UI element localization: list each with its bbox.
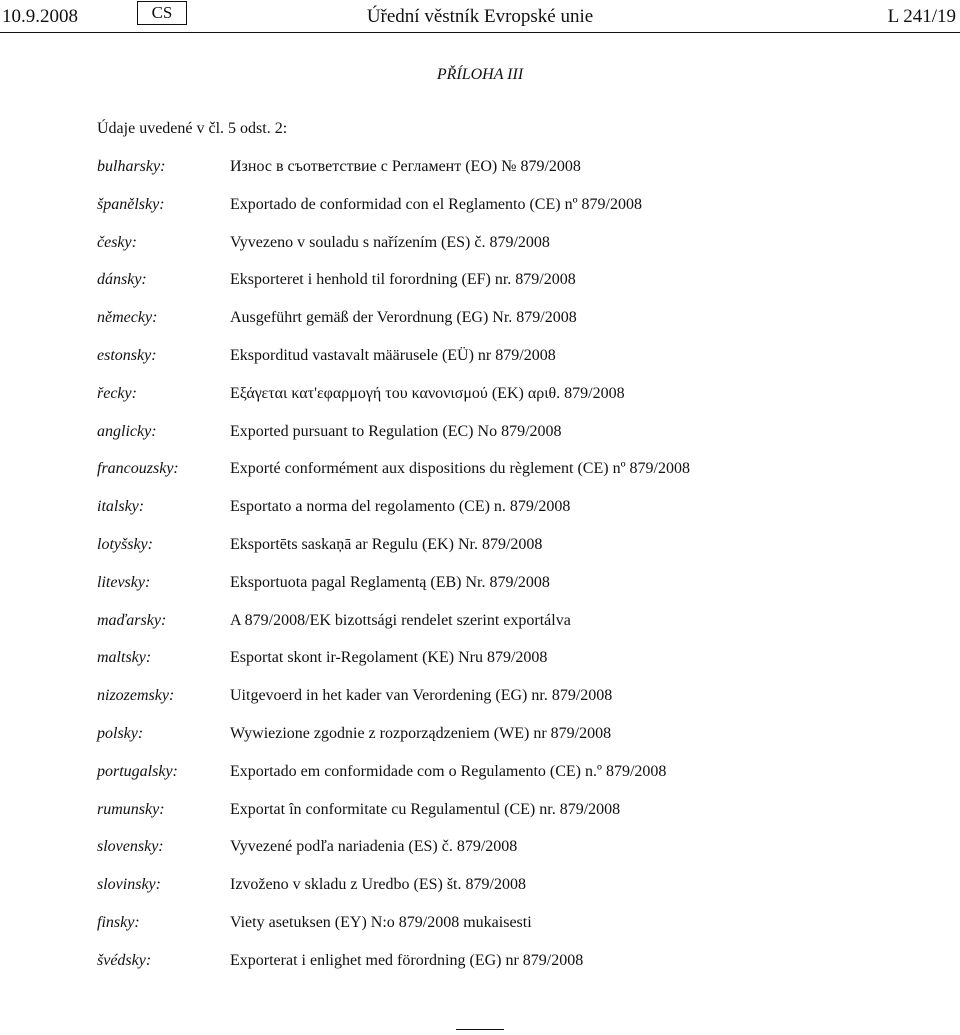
list-item	[97, 611, 937, 649]
list-item	[97, 686, 937, 724]
page-reference: L 241/19	[887, 6, 956, 27]
export-statement: Ausgeführt gemäß der Verordnung (EG) Nr. 879/2008	[230, 309, 577, 327]
list-item	[97, 195, 937, 233]
list-item	[97, 308, 937, 346]
language-label: nizozemsky:	[97, 687, 175, 705]
language-label: dánsky:	[97, 271, 147, 289]
language-label: řecky:	[97, 384, 137, 402]
annex-title: PŘÍLOHA III	[436, 66, 524, 83]
list-item	[97, 422, 937, 460]
language-label: litevsky:	[97, 573, 151, 591]
list-item	[97, 384, 937, 422]
list-item	[97, 157, 937, 195]
list-item	[97, 270, 937, 308]
language-label: německy:	[97, 309, 158, 327]
export-statement: Износ в съответствие с Регламент (ЕО) № 879/2008	[230, 158, 581, 175]
publication-date: 10.9.2008	[2, 6, 78, 27]
list-item	[97, 800, 937, 838]
language-label: estonsky:	[97, 346, 157, 364]
language-label: bulharsky:	[97, 158, 166, 175]
export-statement: Viety asetuksen (EY) N:o 879/2008 mukaisesti	[230, 913, 532, 931]
export-statement: Εξάγεται κατ'εφαρμογή του κανονισμού (ΕΚ) αριθ. 879/2008	[230, 384, 625, 402]
list-item	[97, 913, 937, 951]
header-divider	[0, 32, 960, 33]
language-label: česky:	[97, 233, 137, 251]
language-code-box: CS	[137, 1, 187, 25]
export-statement: Exportado de conformidad con el Reglamento (CE) nº 879/2008	[230, 195, 642, 213]
language-label: anglicky:	[97, 422, 157, 440]
list-item	[97, 535, 937, 573]
export-statement: Exportat în conformitate cu Regulamentul (CE) nr. 879/2008	[230, 800, 621, 818]
language-label: švédsky:	[97, 951, 152, 969]
list-item	[97, 459, 937, 497]
translation-list	[97, 157, 937, 989]
export-statement: Esportat skont ir-Regolament (KE) Nru 879/2008	[230, 649, 548, 667]
list-item	[97, 762, 937, 800]
export-statement: Wywiezione zgodnie z rozporządzeniem (WE) nr 879/2008	[230, 724, 612, 742]
export-statement: Vyvezeno v souladu s nařízením (ES) č. 879/2008	[230, 233, 550, 251]
list-item	[97, 837, 937, 875]
footer-rule	[456, 1029, 504, 1030]
export-statement: Uitgevoerd in het kader van Verordening (EG) nr. 879/2008	[230, 687, 613, 705]
language-label: maltsky:	[97, 649, 152, 667]
export-statement: Eksporditud vastavalt määrusele (EÜ) nr 879/2008	[230, 346, 556, 364]
export-statement: Vyvezené podľa nariadenia (ES) č. 879/2008	[230, 838, 518, 856]
intro-text: Údaje uvedené v čl. 5 odst. 2:	[97, 120, 288, 137]
export-statement: Eksportuota pagal Reglamentą (EB) Nr. 879/2008	[230, 573, 550, 591]
language-label: slovinsky:	[97, 876, 161, 894]
export-statement: Izvoženo v skladu z Uredbo (ES) št. 879/2008	[230, 876, 526, 894]
export-statement: Exportado em conformidade com o Regulamento (CE) n.º 879/2008	[230, 762, 667, 780]
language-label: španělsky:	[97, 195, 165, 213]
list-item	[97, 724, 937, 762]
language-label: slovensky:	[97, 838, 164, 856]
language-label: lotyšsky:	[97, 535, 153, 553]
language-label: maďarsky:	[97, 611, 167, 629]
export-statement: Exporté conformément aux dispositions du règlement (CE) nº 879/2008	[230, 460, 690, 478]
list-item	[97, 497, 937, 535]
language-label: rumunsky:	[97, 800, 165, 818]
list-item	[97, 648, 937, 686]
language-label: finsky:	[97, 913, 140, 931]
export-statement: Exported pursuant to Regulation (EC) No 879/2008	[230, 422, 562, 440]
list-item	[97, 573, 937, 611]
export-statement: A 879/2008/EK bizottsági rendelet szerint exportálva	[230, 611, 571, 629]
journal-title: Úřední věstník Evropské unie	[366, 6, 594, 27]
language-label: italsky:	[97, 498, 145, 516]
language-label: polsky:	[97, 724, 144, 742]
export-statement: Exporterat i enlighet med förordning (EG) nr 879/2008	[230, 951, 584, 969]
list-item	[97, 233, 937, 271]
page-header	[0, 0, 960, 34]
export-statement: Esportato a norma del regolamento (CE) n. 879/2008	[230, 498, 571, 516]
language-label: francouzsky:	[97, 460, 179, 478]
list-item	[97, 875, 937, 913]
list-item	[97, 346, 937, 384]
export-statement: Eksporteret i henhold til forordning (EF) nr. 879/2008	[230, 271, 576, 289]
list-item	[97, 951, 937, 989]
language-label: portugalsky:	[97, 762, 178, 780]
export-statement: Eksportēts saskaņā ar Regulu (EK) Nr. 879/2008	[230, 535, 543, 553]
